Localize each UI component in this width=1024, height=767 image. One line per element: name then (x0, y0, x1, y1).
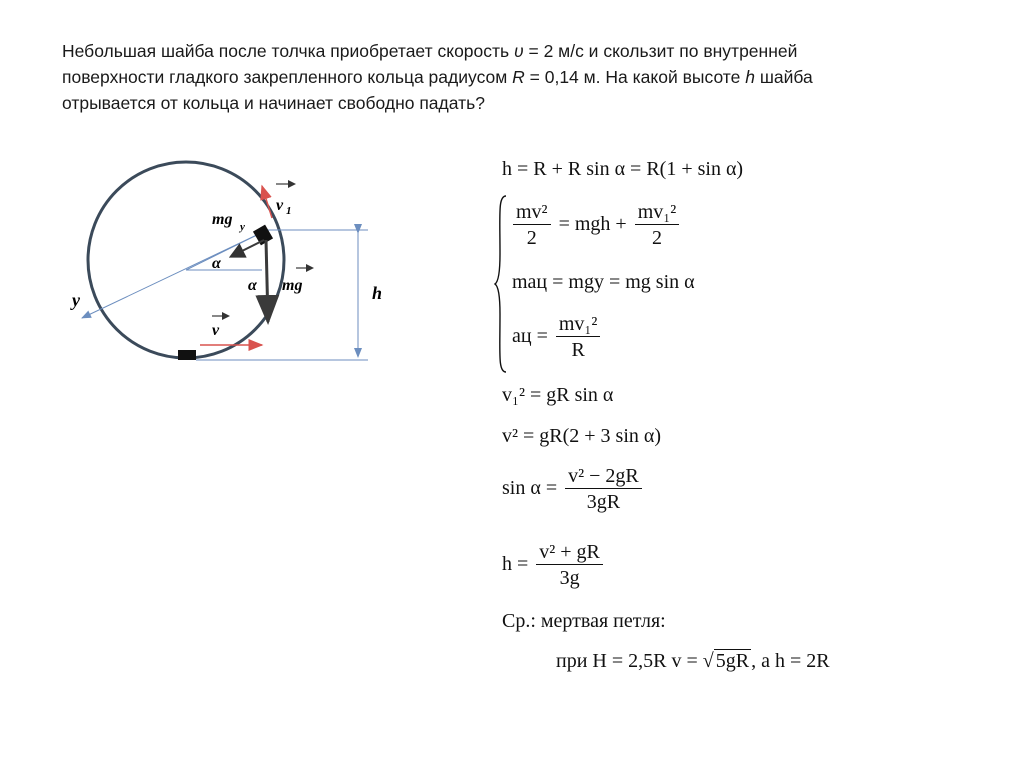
y-axis-line (82, 232, 263, 318)
label-v: v (212, 322, 220, 339)
puck-top (253, 225, 273, 246)
eq-mid: = mgh + (558, 213, 627, 236)
label-h: h (372, 283, 383, 303)
system-eq-centripetal: maц = mgy = mg sin α (512, 271, 695, 293)
frac-h (536, 540, 603, 591)
label-mg: mg (282, 277, 303, 294)
frac-num: v² − 2gR (565, 464, 642, 489)
problem-var-R: R (512, 67, 525, 87)
equation-v1sq: v₁² = gR sin α (502, 384, 614, 406)
note-comparison: Ср.: мертвая петля: (502, 610, 666, 632)
eq-left: h = (502, 553, 529, 576)
sqrt-symbol: √ (702, 650, 714, 672)
system-brace (494, 194, 508, 374)
problem-text: = 2 м/с и скользит по внутренней (523, 41, 798, 61)
note-text: при H = 2,5R v = (556, 650, 698, 672)
problem-text: = 0,14 м. На какой высоте (524, 67, 746, 87)
frac-energy-right (635, 200, 680, 251)
frac-den: R (571, 339, 585, 361)
sqrt-content: 5gR (715, 650, 750, 672)
frac-num: mv₁² (556, 312, 601, 337)
label-v1: v (276, 197, 284, 214)
problem-var-h: h (745, 67, 755, 87)
label-alpha-mid: α (248, 277, 257, 294)
problem-text: шайба (754, 67, 813, 87)
problem-line-3: отрывается от кольца и начинает свободно падать? (62, 93, 485, 113)
problem-text: Небольшая шайба после толчка приобретает скорость (62, 41, 515, 61)
equation-h-final (502, 540, 606, 591)
ring-circle (88, 162, 284, 358)
note-loop (556, 650, 830, 673)
eq-left: aц = (512, 325, 548, 348)
frac-den: 2 (651, 227, 662, 249)
label-mgy: mg (212, 211, 233, 228)
frac-energy-left (513, 200, 551, 251)
frac-den: 3g (559, 567, 580, 589)
puck-bottom (178, 350, 196, 360)
label-v1-sub: 1 (286, 205, 292, 217)
frac-num: mv² (513, 200, 551, 225)
frac-sin (565, 464, 642, 515)
system-eq-acc (512, 312, 603, 363)
mgy-arrow (236, 240, 264, 254)
frac-acc (556, 312, 601, 363)
label-mgy-sub: y (240, 221, 245, 233)
gravity-arrow (266, 240, 268, 322)
problem-var-v: υ (514, 41, 524, 61)
frac-num: mv₁² (635, 200, 680, 225)
equation-sin (502, 464, 645, 515)
label-y: y (72, 290, 80, 310)
problem-text: поверхности гладкого закрепленного кольца радиусом (62, 67, 513, 87)
note-text: , а h = 2R (751, 650, 830, 672)
label-alpha-top: α (212, 255, 221, 272)
frac-den: 2 (526, 227, 537, 249)
frac-den: 3gR (586, 491, 621, 513)
equation-vsq: v² = gR(2 + 3 sin α) (502, 425, 662, 447)
eq-left: sin α = (502, 477, 558, 500)
frac-num: v² + gR (536, 540, 603, 565)
equation-h: h = R + R sin α = R(1 + sin α) (502, 158, 744, 180)
system-eq-energy (510, 200, 682, 251)
